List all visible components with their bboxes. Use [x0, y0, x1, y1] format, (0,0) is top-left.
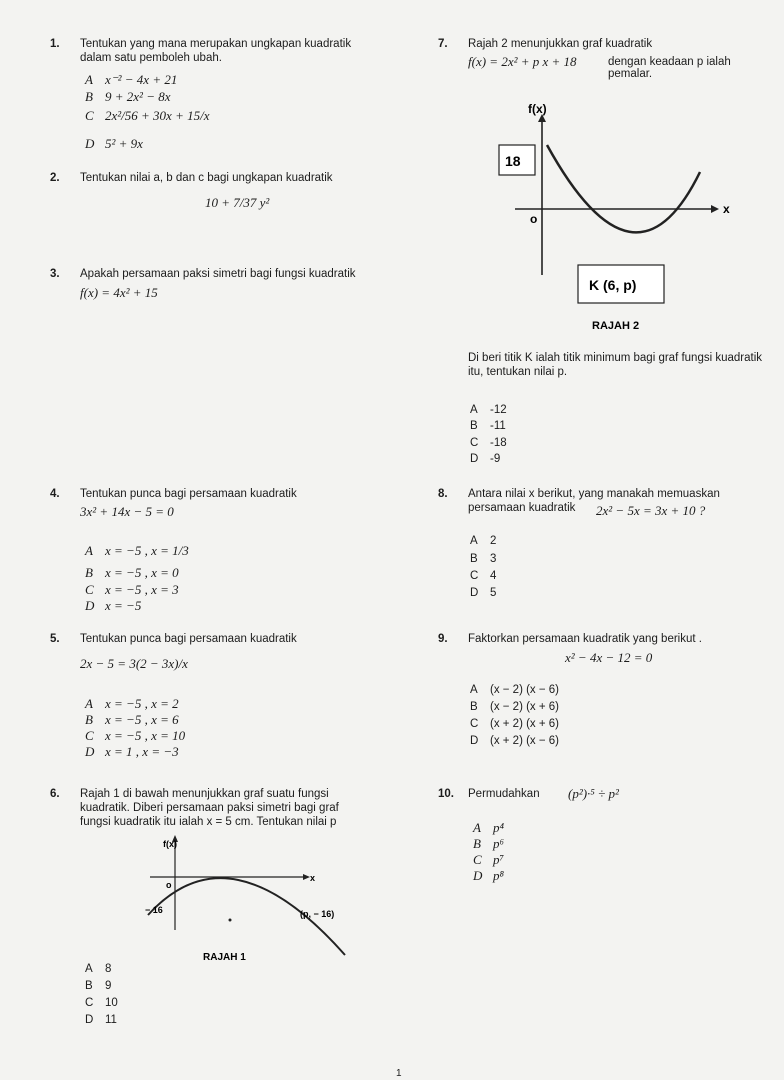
q5-text: Tentukan punca bagi persamaan kuadratik	[80, 633, 297, 645]
q10-option-a: A p⁴	[473, 820, 505, 835]
q6-option-a: A 8	[85, 963, 112, 975]
q4-expression: 3x² + 14x − 5 = 0	[80, 504, 174, 519]
q9-text: Faktorkan persamaan kuadratik yang berikut .	[468, 633, 702, 645]
q4-option-c: C x = −5 , x = 3	[85, 582, 179, 597]
q5-option-b: B x = −5 , x = 6	[85, 712, 179, 727]
q2-text: Tentukan nilai a, b dan c bagi ungkapan kuadratik	[80, 172, 333, 184]
graph1-x-label: x	[310, 873, 316, 883]
q1-option-c: C 2x²/56 + 30x + 15/x	[85, 108, 210, 123]
q10-option-d: D p⁸	[473, 868, 505, 883]
q1-option-a: A x⁻² − 4x + 21	[85, 72, 178, 87]
q6-option-c: C 10	[85, 997, 118, 1009]
q7-number: 7.	[438, 38, 448, 50]
q7-question-text: Di beri titik K ialah titik minimum bagi graf fungsi kuadratik itu, tentukan nilai p.	[468, 352, 763, 378]
q7-tail-text: dengan keadaan p ialah pemalar.	[608, 56, 731, 80]
q1-option-b: B 9 + 2x² − 8x	[85, 89, 171, 104]
q7-option-b: B -11	[470, 420, 506, 432]
q9-option-c: C (x + 2) (x + 6)	[470, 718, 560, 730]
graph2-point-label: K (6, p)	[589, 277, 637, 293]
q10-option-b: B p⁶	[473, 836, 505, 851]
q4-number: 4.	[50, 488, 60, 500]
q4-text: Tentukan punca bagi persamaan kuadratik	[80, 488, 297, 500]
rajah-2-graph	[485, 100, 745, 340]
q2-number: 2.	[50, 172, 60, 184]
q7-option-a: A -12	[470, 404, 507, 416]
q2-expression: 10 + 7/37 y²	[205, 195, 270, 210]
q6-text: Rajah 1 di bawah menunjukkan graf suatu fungsi kuadratik. Diberi persamaan paksi simetri bagi graf fungsi kuadratik itu ialah x = 5 cm. Tentukan nilai p	[80, 788, 339, 828]
q5-expression: 2x − 5 = 3(2 − 3x)/x	[80, 656, 188, 671]
graph1-x-arrow	[303, 874, 310, 880]
q8-option-a: A 2	[470, 535, 497, 547]
q5-option-c: C x = −5 , x = 10	[85, 728, 186, 743]
q9-option-a: A (x − 2) (x − 6)	[470, 684, 560, 696]
q7-text: Rajah 2 menunjukkan graf kuadratik	[468, 38, 653, 50]
q4-option-d: D x = −5	[85, 598, 142, 613]
q5-number: 5.	[50, 633, 60, 645]
graph1-yint-label: − 16	[145, 905, 163, 915]
graph2-origin-label: o	[530, 212, 538, 226]
graph2-x-arrow	[711, 205, 719, 213]
q1-number: 1.	[50, 38, 60, 50]
q9-option-d: D (x + 2) (x − 6)	[470, 735, 560, 747]
graph2-parabola	[547, 145, 700, 232]
graph1-dot	[229, 919, 232, 922]
q7-expression: f(x) = 2x² + p x + 18	[468, 54, 577, 69]
graph2-x-label: x	[723, 202, 730, 216]
q1-text: Tentukan yang mana merupakan ungkapan kuadratik dalam satu pemboleh ubah.	[80, 38, 352, 64]
q10-option-c: C p⁷	[473, 852, 505, 867]
graph1-origin-label: o	[166, 880, 172, 890]
q8-text: Antara nilai x berikut, yang manakah memuaskan persamaan kuadratik	[468, 488, 720, 514]
q4-option-b: B x = −5 , x = 0	[85, 565, 179, 580]
graph2-caption: RAJAH 2	[592, 320, 640, 332]
q6-number: 6.	[50, 788, 60, 800]
graph1-caption: RAJAH 1	[203, 952, 246, 963]
q10-text: Permudahkan	[468, 788, 540, 800]
graph1-fx-label: f(x)	[163, 839, 177, 849]
q3-expression: f(x) = 4x² + 15	[80, 285, 158, 300]
graph1-point-label: (p, − 16)	[300, 909, 335, 919]
rajah-1-graph	[130, 835, 380, 970]
q6-option-d: D 11	[85, 1014, 117, 1026]
q8-option-c: C 4	[470, 570, 497, 582]
q8-option-b: B 3	[470, 553, 497, 565]
q4-option-a: A x = −5 , x = 1/3	[85, 543, 189, 558]
q6-option-b: B 9	[85, 980, 112, 992]
q10-expression: (p²)·⁵ ÷ p²	[568, 786, 619, 801]
q8-expression: 2x² − 5x = 3x + 10 ?	[596, 503, 706, 518]
q1-option-d: D 5² + 9x	[85, 136, 143, 151]
q10-number: 10.	[438, 788, 454, 800]
q9-option-b: B (x − 2) (x + 6)	[470, 701, 560, 713]
graph2-fx-label: f(x)	[528, 102, 547, 116]
q8-option-d: D 5	[470, 587, 497, 599]
q9-number: 9.	[438, 633, 448, 645]
q3-text: Apakah persamaan paksi simetri bagi fungsi kuadratik	[80, 268, 356, 280]
q8-number: 8.	[438, 488, 448, 500]
q7-option-d: D -9	[470, 453, 501, 465]
q7-option-c: C -18	[470, 437, 507, 449]
graph2-yint-label: 18	[505, 153, 521, 169]
q5-option-d: D x = 1 , x = −3	[85, 744, 179, 759]
q9-expression: x² − 4x − 12 = 0	[565, 650, 653, 665]
q5-option-a: A x = −5 , x = 2	[85, 696, 179, 711]
page-number: 1	[396, 1068, 402, 1079]
q3-number: 3.	[50, 268, 60, 280]
